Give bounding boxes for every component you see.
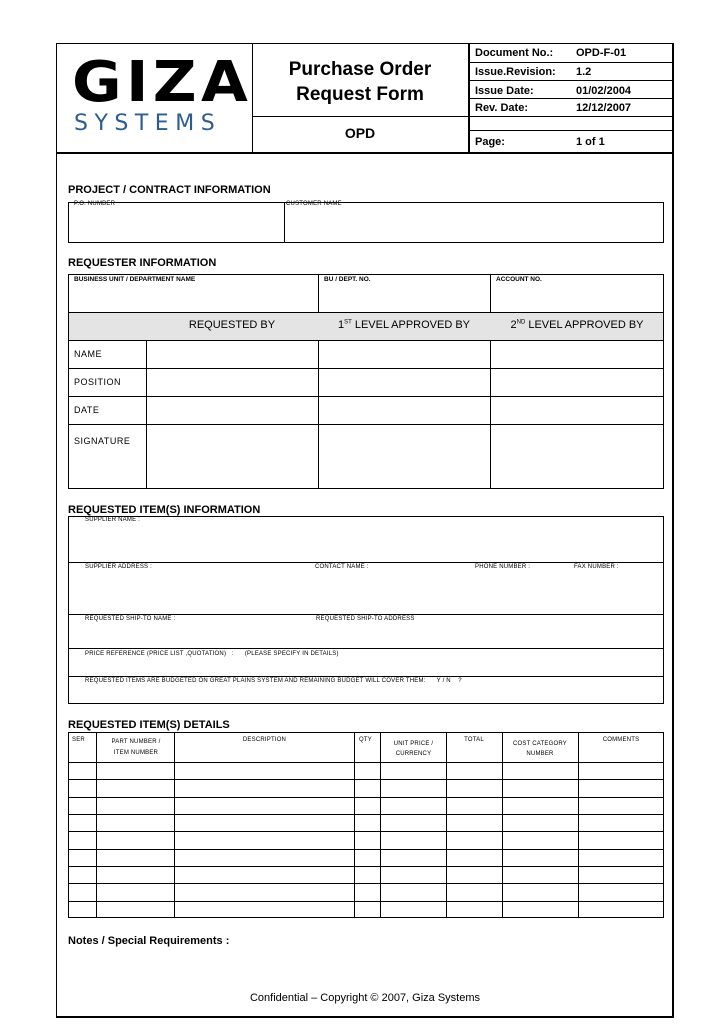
account-no-label: ACCOUNT NO.: [496, 276, 542, 283]
unit-price-header-line2: CURRENCY: [395, 751, 432, 757]
page-label: Page:: [475, 136, 505, 148]
issue-date-label: Issue Date:: [475, 85, 534, 97]
part-number-column-header: [97, 737, 175, 759]
customer-name-label: CUSTOMER NAME: [286, 201, 342, 207]
po-number-label: P.O. NUMBER: [74, 201, 116, 207]
po-number-field[interactable]: [70, 210, 282, 241]
position-row-label: POSITION: [74, 377, 122, 387]
company-logo: [70, 50, 253, 140]
second-level-approval-header: [490, 319, 664, 331]
fax-number-label: FAX NUMBER :: [574, 564, 619, 570]
details-table-grid: [68, 732, 664, 918]
second-level-text: LEVEL APPROVED BY: [525, 319, 644, 331]
date-row-label: DATE: [74, 405, 100, 415]
bu-dept-no-label: BU / DEPT. NO.: [324, 276, 371, 283]
document-number-value: OPD-F-01: [576, 47, 627, 59]
first-level-approval-header: [318, 319, 490, 331]
cost-category-column-header: [502, 739, 578, 759]
notes-label: Notes / Special Requirements :: [68, 935, 230, 947]
issue-date-value: 01/02/2004: [576, 85, 632, 97]
name-row-label: NAME: [74, 349, 103, 359]
phone-number-label: PHONE NUMBER :: [475, 564, 531, 570]
issue-revision-label: Issue.Revision:: [475, 66, 556, 78]
supplier-address-label: SUPPLIER ADDRESS :: [85, 564, 152, 570]
ship-to-address-label: REQUESTED SHIP-TO ADDRESS: [316, 616, 415, 622]
footer-copyright: Confidential – Copyright © 2007, Giza Systems: [249, 992, 481, 1004]
logo-top-text: GIZA: [72, 50, 253, 115]
title-line-2: Request Form: [296, 84, 424, 105]
description-column-header: DESCRIPTION: [242, 737, 287, 743]
cost-category-header-line2: NUMBER: [526, 751, 554, 757]
first-level-suffix: ST: [344, 319, 352, 326]
project-section-title: PROJECT / CONTRACT INFORMATION: [68, 184, 271, 196]
details-table-border: [69, 733, 664, 918]
details-section-title: REQUESTED ITEM(S) DETAILS: [68, 719, 230, 731]
rev-date-value: 12/12/2007: [576, 102, 632, 114]
title-line-1: Purchase Order: [288, 59, 432, 80]
ser-column-header: SER: [72, 737, 85, 743]
logo-bottom-text: SYSTEMS: [74, 111, 222, 136]
customer-name-field[interactable]: [286, 210, 662, 241]
part-number-header-line2: ITEM NUMBER: [113, 750, 159, 756]
document-number-label: Document No.:: [475, 47, 554, 59]
cost-category-header-line1: COST CATEGORY: [513, 741, 567, 747]
requester-table: [68, 274, 664, 489]
rev-date-label: Rev. Date:: [475, 102, 528, 114]
second-level-suffix: ND: [516, 319, 526, 326]
notes-field[interactable]: [68, 952, 664, 982]
items-info-section-title: REQUESTED ITEM(S) INFORMATION: [68, 504, 261, 516]
unit-price-column-header: [381, 739, 446, 759]
requester-section-title: REQUESTER INFORMATION: [68, 257, 217, 269]
first-level-number: 1: [338, 319, 345, 331]
page-value: 1 of 1: [576, 136, 605, 148]
comments-column-header: COMMENTS: [602, 737, 640, 743]
qty-column-header: QTY: [359, 737, 372, 743]
ship-to-name-label: REQUESTED SHIP-TO NAME :: [85, 616, 176, 622]
unit-price-header-line1: UNIT PRICE /: [393, 741, 434, 747]
business-unit-label: BUSINESS UNIT / DEPARTMENT NAME: [74, 276, 196, 283]
price-reference-label: PRICE REFERENCE (PRICE LIST ,QUOTATION) : (PLEASE SPECIFY IN DETAILS): [85, 651, 339, 657]
budget-question-label: REQUESTED ITEMS ARE BUDGETED ON GREAT PLAINS SYSTEM AND REMAINING BUDGET WILL COVER THEM: Y / N ?: [85, 678, 462, 684]
first-level-text: LEVEL APPROVED BY: [351, 319, 470, 331]
department-code: OPD: [344, 125, 376, 141]
total-column-header: TOTAL: [464, 737, 484, 743]
supplier-name-label: SUPPLIER NAME :: [85, 517, 141, 523]
part-number-header-line1: PART NUMBER /: [111, 739, 161, 745]
form-title: [252, 57, 468, 107]
signature-row-label: SIGNATURE: [74, 436, 131, 446]
issue-revision-value: 1.2: [576, 66, 592, 78]
second-level-number: 2: [510, 319, 517, 331]
details-table: [68, 732, 664, 918]
requested-by-header: REQUESTED BY: [188, 319, 276, 331]
contact-name-label: CONTACT NAME :: [315, 564, 369, 570]
